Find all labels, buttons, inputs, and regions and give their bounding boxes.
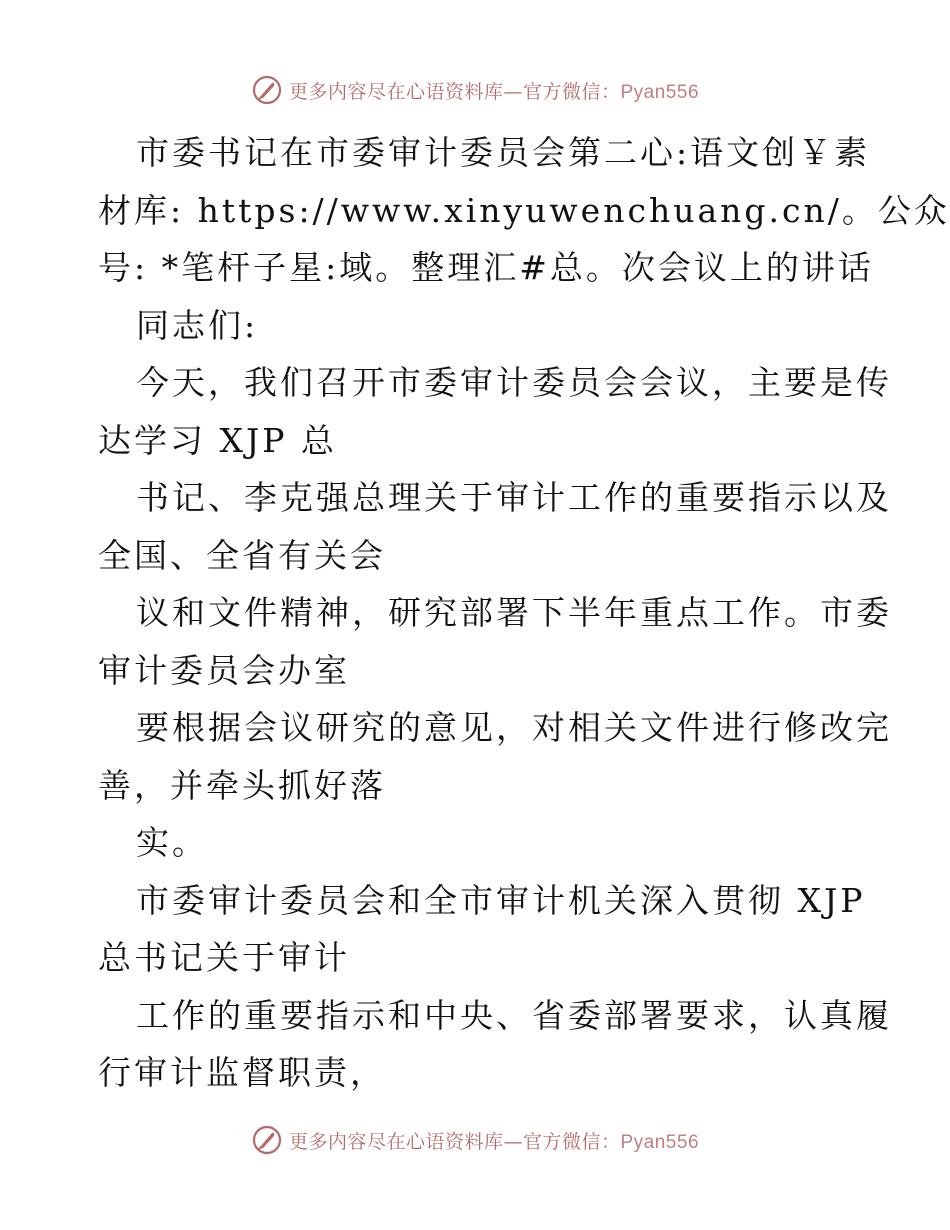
text-line: 实。 xyxy=(136,823,208,862)
feather-pen-logo-icon xyxy=(251,1124,283,1156)
document-body xyxy=(98,124,950,1102)
banner-text xyxy=(289,1127,699,1154)
banner-main-text: 更多内容尽在心语资料库—官方微信： xyxy=(288,80,621,103)
text-line: 工作的重要指示和中央、省委部署要求，认真履 xyxy=(136,995,892,1035)
text-line: 号: *笔杆子星:域。整理汇#总。次会议上的讲话 xyxy=(98,248,874,287)
text-line: 市委审计委员会和全市审计机关深入贯彻 XJP xyxy=(136,880,866,920)
text-line: 总书记关于审计 xyxy=(98,938,350,977)
header-banner xyxy=(0,70,950,110)
banner-wechat-handle: Pyan556 xyxy=(620,81,700,103)
banner-main-text: 更多内容尽在心语资料库—官方微信： xyxy=(288,1130,621,1153)
text-line: 要根据会议研究的意见，对相关文件进行修改完 xyxy=(136,708,892,747)
banner-text xyxy=(289,77,699,104)
text-line: 善，并牵头抓好落 xyxy=(98,765,386,805)
text-line: 行审计监督职责， xyxy=(98,1053,386,1092)
banner-wechat-handle: Pyan556 xyxy=(620,1131,700,1153)
text-line: 书记、李克强总理关于审计工作的重要指示以及 xyxy=(136,478,892,517)
salutation: 同志们: xyxy=(136,305,259,345)
text-line: 今天，我们召开市委审计委员会会议，主要是传 xyxy=(136,363,892,402)
feather-pen-logo-icon xyxy=(251,74,283,106)
footer-banner xyxy=(0,1120,950,1160)
text-line: 议和文件精神，研究部署下半年重点工作。市委 xyxy=(136,593,892,632)
text-line: 全国、全省有关会 xyxy=(98,535,386,575)
text-line: 市委书记在市委审计委员会第二心:语文创￥素 xyxy=(136,133,871,172)
text-line: 审计委员会办室 xyxy=(98,650,350,690)
text-line: 材库: https://www.xinyuwenchuang.cn/。公众 xyxy=(98,190,950,230)
text-line: 达学习 XJP 总 xyxy=(98,420,337,460)
